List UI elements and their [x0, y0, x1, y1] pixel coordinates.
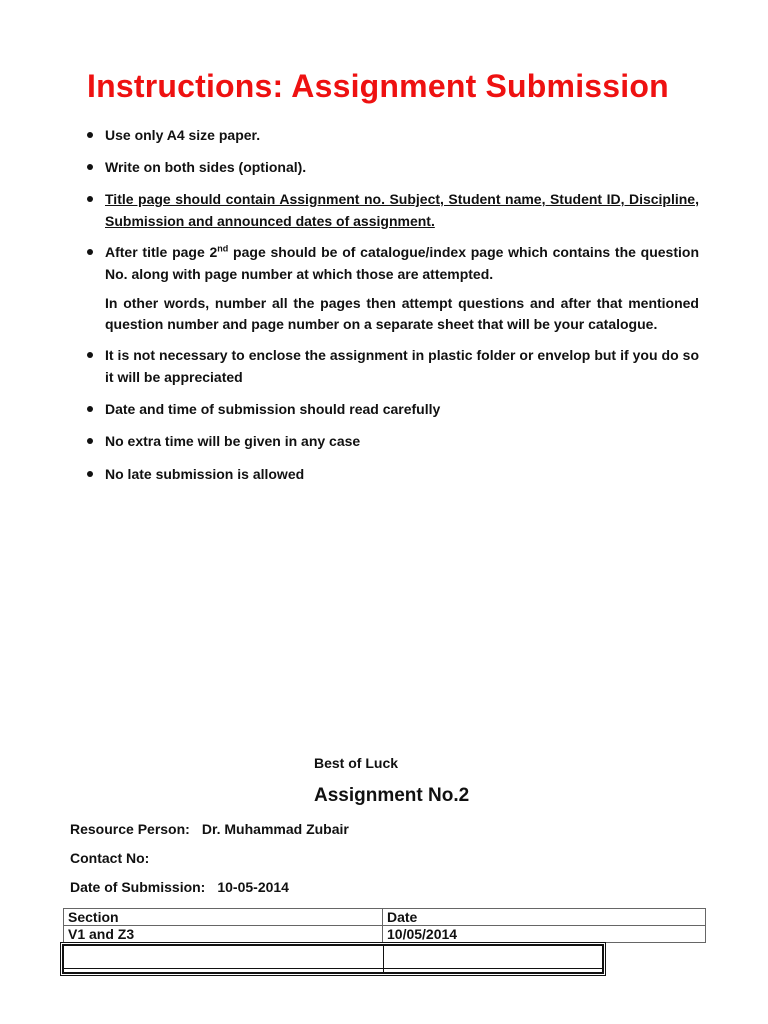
table-cell: 10/05/2014	[383, 926, 706, 943]
bullet-icon	[87, 471, 93, 477]
table-header-cell: Date	[383, 909, 706, 926]
table-header-row	[64, 909, 706, 926]
bullet-icon	[87, 249, 93, 255]
bullet-icon	[87, 352, 93, 358]
empty-bordered-row	[62, 944, 604, 974]
list-item: Use only A4 size paper.	[87, 124, 699, 146]
instructions-list	[87, 124, 699, 485]
page-title: Instructions: Assignment Submission	[87, 68, 669, 104]
list-item: Date and time of submission should read carefully	[87, 398, 699, 420]
bullet-icon	[87, 406, 93, 412]
submission-date-label: Date of Submission:	[70, 879, 206, 895]
list-item: No extra time will be given in any case	[87, 430, 699, 452]
table-row	[64, 926, 706, 943]
list-item: No late submission is allowed	[87, 463, 699, 485]
box-inner-line	[64, 968, 602, 969]
table-header-cell: Section	[64, 909, 383, 926]
closing-text: Best of Luck	[314, 755, 399, 771]
bullet-icon	[87, 196, 93, 202]
resource-person-line	[70, 821, 349, 837]
table-cell: V1 and Z3	[64, 926, 383, 943]
list-item: It is not necessary to enclose the assignment in plastic folder or envelop but if you do so it will be appreciated	[87, 344, 699, 388]
bullet-icon	[87, 438, 93, 444]
list-item-continuation: In other words, number all the pages then attempt questions and after that mentioned question number and page number on a separate sheet that will be your catalogue.	[105, 295, 699, 332]
contact-label: Contact No:	[70, 850, 150, 866]
list-item: Write on both sides (optional).	[87, 156, 699, 178]
submission-date-value: 10-05-2014	[217, 879, 289, 895]
contact-line	[70, 850, 149, 866]
list-item: After title page 2nd page should be of catalogue/index page which contains the question No. along with page number at which those are attempted.	[87, 241, 699, 285]
resource-person-value: Dr. Muhammad Zubair	[201, 821, 349, 837]
submission-date-line	[70, 879, 289, 895]
assignment-heading: Assignment No.2	[314, 785, 470, 806]
bullet-icon	[87, 164, 93, 170]
bullet-icon	[87, 132, 93, 138]
resource-person-label: Resource Person:	[70, 821, 190, 837]
section-table	[63, 908, 706, 943]
list-item: Title page should contain Assignment no. Subject, Student name, Student ID, Discipline, Submission and announced dates of assignment.	[87, 188, 699, 232]
